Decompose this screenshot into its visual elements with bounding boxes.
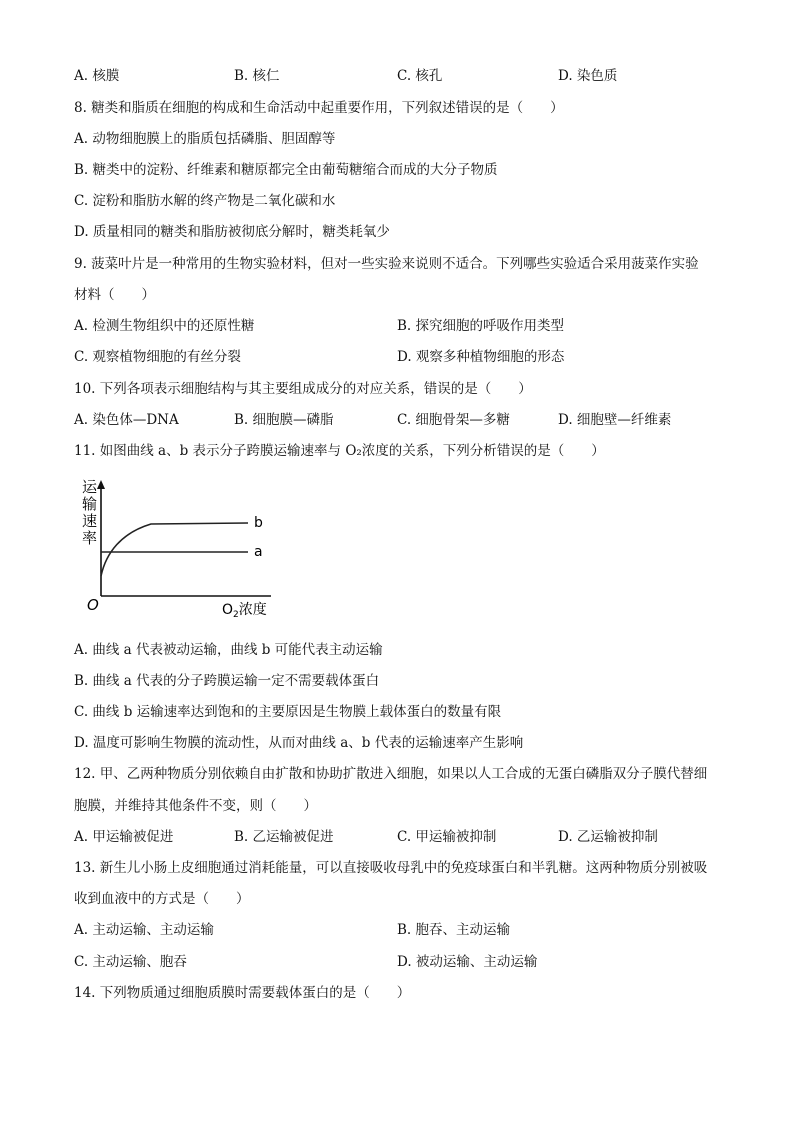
x-axis-label: $O_2$浓度 bbox=[222, 602, 267, 620]
q13-option-a: A. 主动运输、主动运输 bbox=[74, 922, 214, 938]
q11-option-d: D. 温度可影响生物膜的流动性，从而对曲线 a、b 代表的运输速率产生影响 bbox=[74, 735, 524, 751]
q12-option-d: D. 乙运输被抑制 bbox=[558, 829, 658, 845]
q12-option-b: B. 乙运输被促进 bbox=[234, 829, 334, 845]
q13-stem-line2: 收到血液中的方式是（ ） bbox=[74, 891, 250, 907]
q12-stem-line2: 胞膜，并维持其他条件不变，则（ ） bbox=[74, 798, 317, 814]
q10-option-d: D. 细胞壁—纤维素 bbox=[558, 412, 672, 428]
q9-option-b: B. 探究细胞的呼吸作用类型 bbox=[397, 318, 565, 334]
q9-option-c: C. 观察植物细胞的有丝分裂 bbox=[74, 349, 241, 365]
q13-option-c: C. 主动运输、胞吞 bbox=[74, 954, 187, 970]
q11-option-c: C. 曲线 b 运输速率达到饱和的主要原因是生物膜上载体蛋白的数量有限 bbox=[74, 704, 502, 720]
q10-option-b: B. 细胞膜—磷脂 bbox=[234, 412, 334, 428]
q11-option-b: B. 曲线 a 代表的分子跨膜运输一定不需要载体蛋白 bbox=[74, 673, 380, 689]
q8-option-a: A. 动物细胞膜上的脂质包括磷脂、胆固醇等 bbox=[74, 131, 336, 147]
q9-option-d: D. 观察多种植物细胞的形态 bbox=[397, 349, 565, 365]
q11-option-a: A. 曲线 a 代表被动运输，曲线 b 可能代表主动运输 bbox=[74, 642, 383, 658]
curve-a-label: a bbox=[254, 544, 263, 560]
y-axis-arrow bbox=[97, 480, 105, 489]
q7-option-d: D. 染色质 bbox=[558, 68, 618, 84]
curve-b bbox=[101, 523, 248, 576]
curve-b-label: b bbox=[254, 515, 263, 531]
q13-stem-line1: 13. 新生儿小肠上皮细胞通过消耗能量，可以直接吸收母乳中的免疫球蛋白和半乳糖。这两种物质分别被吸 bbox=[74, 860, 708, 876]
q11-stem: 11. 如图曲线 a、b 表示分子跨膜运输速率与 O₂浓度的关系，下列分析错误的是（ ） bbox=[74, 443, 605, 459]
q8-stem: 8. 糖类和脂质在细胞的构成和生命活动中起重要作用，下列叙述错误的是（ ） bbox=[74, 100, 564, 116]
q13-option-d: D. 被动运输、主动运输 bbox=[397, 954, 538, 970]
q9-stem-line2: 材料（ ） bbox=[74, 287, 155, 303]
q7-option-c: C. 核孔 bbox=[397, 68, 443, 84]
q8-option-b: B. 糖类中的淀粉、纤维素和糖原都完全由葡萄糖缩合而成的大分子物质 bbox=[74, 162, 498, 178]
q14-stem: 14. 下列物质通过细胞质膜时需要载体蛋白的是（ ） bbox=[74, 985, 411, 1001]
q10-option-a: A. 染色体—DNA bbox=[74, 412, 179, 428]
q7-option-a: A. 核膜 bbox=[74, 68, 120, 84]
q10-stem: 10. 下列各项表示细胞结构与其主要组成成分的对应关系，错误的是（ ） bbox=[74, 381, 532, 397]
q9-option-a: A. 检测生物组织中的还原性糖 bbox=[74, 318, 255, 334]
q11-figure bbox=[76, 478, 286, 623]
q8-option-c: C. 淀粉和脂肪水解的终产物是二氧化碳和水 bbox=[74, 193, 336, 209]
y-axis-label-char-3: 速 bbox=[82, 512, 98, 530]
q13-option-b: B. 胞吞、主动运输 bbox=[397, 922, 511, 938]
q10-option-c: C. 细胞骨架—多糖 bbox=[397, 412, 510, 428]
q12-option-a: A. 甲运输被促进 bbox=[74, 829, 174, 845]
q7-option-b: B. 核仁 bbox=[234, 68, 280, 84]
y-axis-label-char-4: 率 bbox=[82, 529, 98, 547]
q12-stem-line1: 12. 甲、乙两种物质分别依赖自由扩散和协助扩散进入细胞，如果以人工合成的无蛋白磷脂双分子膜代替细 bbox=[74, 766, 708, 782]
y-axis-label-char-1: 运 bbox=[82, 478, 98, 496]
q12-option-c: C. 甲运输被抑制 bbox=[397, 829, 497, 845]
q8-option-d: D. 质量相同的糖类和脂肪被彻底分解时，糖类耗氧少 bbox=[74, 224, 390, 240]
y-axis-label-char-2: 输 bbox=[82, 495, 98, 513]
origin-label: O bbox=[87, 596, 99, 614]
q9-stem-line1: 9. 菠菜叶片是一种常用的生物实验材料，但对一些实验来说则不适合。下列哪些实验适合采用菠菜作实验 bbox=[74, 256, 699, 272]
